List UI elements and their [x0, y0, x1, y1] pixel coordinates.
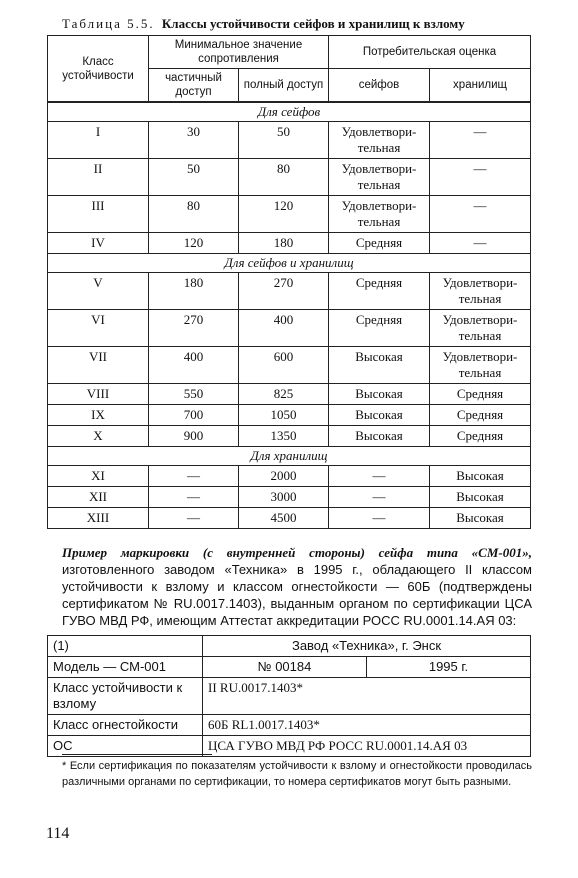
- full-access-cell: 2000: [239, 466, 329, 487]
- vaults-rating-cell: Удовлетвори-тельная: [430, 310, 531, 347]
- footnote: * Если сертификация по показателям устойчивости к взлому и огнестойкости проводилась различными органами по сертификации, то номера сертификатов могут быть разными.: [62, 760, 532, 788]
- safes-rating-cell: Удовлетвори-тельная: [329, 159, 430, 196]
- vaults-rating-cell: Средняя: [430, 405, 531, 426]
- table-row: [48, 273, 531, 310]
- full-access-cell: 50: [239, 122, 329, 159]
- class-cell: IV: [48, 233, 149, 254]
- section-title: Для сейфов: [48, 102, 531, 122]
- section-row: [48, 102, 531, 122]
- full-access-cell: 825: [239, 384, 329, 405]
- marking-cell-number: (1): [48, 636, 203, 657]
- partial-access-cell: 900: [149, 426, 239, 447]
- full-access-cell: 180: [239, 233, 329, 254]
- table-row: [48, 310, 531, 347]
- vaults-rating-cell: —: [430, 233, 531, 254]
- header-class: Класс устойчивости: [48, 36, 149, 103]
- table-row: [48, 405, 531, 426]
- section-row: [48, 447, 531, 466]
- full-access-cell: 80: [239, 159, 329, 196]
- full-access-cell: 4500: [239, 508, 329, 529]
- class-cell: III: [48, 196, 149, 233]
- marking-example-paragraph: [62, 544, 532, 629]
- table-row: [48, 233, 531, 254]
- class-cell: XIII: [48, 508, 149, 529]
- marking-cell-model: Модель — СМ-001: [48, 657, 203, 678]
- marking-table: [47, 635, 531, 757]
- partial-access-cell: —: [149, 487, 239, 508]
- table-row: [48, 347, 531, 384]
- class-cell: IX: [48, 405, 149, 426]
- marking-cell-manufacturer: Завод «Техника», г. Энск: [203, 636, 531, 657]
- header-full-access: полный доступ: [239, 69, 329, 103]
- partial-access-cell: 400: [149, 347, 239, 384]
- safes-rating-cell: Высокая: [329, 347, 430, 384]
- partial-access-cell: 30: [149, 122, 239, 159]
- table-caption: [62, 16, 532, 32]
- class-cell: XI: [48, 466, 149, 487]
- partial-access-cell: 550: [149, 384, 239, 405]
- safes-rating-cell: Средняя: [329, 233, 430, 254]
- table-row: [48, 159, 531, 196]
- marking-cell-os-label: ОС: [48, 736, 203, 757]
- section-title: Для хранилищ: [48, 447, 531, 466]
- full-access-cell: 1350: [239, 426, 329, 447]
- full-access-cell: 120: [239, 196, 329, 233]
- vaults-rating-cell: Удовлетвори-тельная: [430, 347, 531, 384]
- marking-cell-resistance-label: Класс устойчивости к взлому: [48, 678, 203, 715]
- section-title: Для сейфов и хранилищ: [48, 254, 531, 273]
- safes-rating-cell: Удовлетвори-тельная: [329, 196, 430, 233]
- class-cell: II: [48, 159, 149, 196]
- full-access-cell: 400: [239, 310, 329, 347]
- table-row: [48, 508, 531, 529]
- vaults-rating-cell: —: [430, 122, 531, 159]
- header-safes: сейфов: [329, 69, 430, 103]
- marking-cell-year: 1995 г.: [367, 657, 531, 678]
- vaults-rating-cell: —: [430, 196, 531, 233]
- header-min-resistance: Минимальное значение сопротивления: [149, 36, 329, 69]
- section-row: [48, 254, 531, 273]
- safes-rating-cell: —: [329, 487, 430, 508]
- partial-access-cell: 180: [149, 273, 239, 310]
- class-cell: VII: [48, 347, 149, 384]
- partial-access-cell: 80: [149, 196, 239, 233]
- marking-cell-os-value: ЦСА ГУВО МВД РФ РОСС RU.0001.14.АЯ 03: [203, 736, 531, 757]
- marking-cell-fire-value: 60Б RL1.0017.1403*: [203, 715, 531, 736]
- partial-access-cell: —: [149, 508, 239, 529]
- table-row: [48, 426, 531, 447]
- header-vaults: хранилищ: [430, 69, 531, 103]
- class-cell: VI: [48, 310, 149, 347]
- marking-cell-fire-label: Класс огнестойкости: [48, 715, 203, 736]
- vaults-rating-cell: Средняя: [430, 384, 531, 405]
- class-cell: VIII: [48, 384, 149, 405]
- partial-access-cell: 270: [149, 310, 239, 347]
- table-row: [48, 466, 531, 487]
- class-cell: X: [48, 426, 149, 447]
- vaults-rating-cell: Удовлетвори-тельная: [430, 273, 531, 310]
- safes-rating-cell: Высокая: [329, 384, 430, 405]
- partial-access-cell: 700: [149, 405, 239, 426]
- safes-rating-cell: Удовлетвори-тельная: [329, 122, 430, 159]
- marking-cell-serial: № 00184: [203, 657, 367, 678]
- safes-rating-cell: Высокая: [329, 405, 430, 426]
- table-row: [48, 122, 531, 159]
- header-consumer-rating: Потребительская оценка: [329, 36, 531, 69]
- table-row: [48, 487, 531, 508]
- safes-rating-cell: —: [329, 466, 430, 487]
- marking-cell-resistance-value: II RU.0017.1403*: [203, 678, 531, 715]
- safes-rating-cell: Средняя: [329, 273, 430, 310]
- vaults-rating-cell: Высокая: [430, 487, 531, 508]
- class-cell: I: [48, 122, 149, 159]
- class-cell: V: [48, 273, 149, 310]
- table-caption-label: Таблица 5.5.: [62, 16, 155, 31]
- safes-rating-cell: Высокая: [329, 426, 430, 447]
- vaults-rating-cell: Высокая: [430, 508, 531, 529]
- resistance-classes-table: [47, 35, 531, 529]
- safes-rating-cell: Средняя: [329, 310, 430, 347]
- footnote-divider: [62, 754, 212, 755]
- full-access-cell: 270: [239, 273, 329, 310]
- full-access-cell: 1050: [239, 405, 329, 426]
- table-row: [48, 384, 531, 405]
- partial-access-cell: 50: [149, 159, 239, 196]
- paragraph-body: изготовленного заводом «Техника» в 1995 г., обладающего II классом устойчивости к взлому и классом огнестойкости — 60Б (подтверждены сертификатом № RU.0017.1403), выданным органом по сертификации ЦСА ГУВО МВД РФ, имеющим Аттестат аккредитации РОСС RU.0001.14.АЯ 03:: [62, 562, 532, 628]
- safes-rating-cell: —: [329, 508, 430, 529]
- partial-access-cell: 120: [149, 233, 239, 254]
- vaults-rating-cell: Средняя: [430, 426, 531, 447]
- table-caption-title: Классы устойчивости сейфов и хранилищ к взлому: [161, 16, 465, 31]
- vaults-rating-cell: —: [430, 159, 531, 196]
- header-partial-access: частичный доступ: [149, 69, 239, 103]
- vaults-rating-cell: Высокая: [430, 466, 531, 487]
- paragraph-lead: Пример маркировки (с внутренней стороны) сейфа типа «СМ-001»,: [62, 545, 532, 560]
- full-access-cell: 3000: [239, 487, 329, 508]
- full-access-cell: 600: [239, 347, 329, 384]
- page-number: 114: [46, 825, 70, 842]
- class-cell: XII: [48, 487, 149, 508]
- table-row: [48, 196, 531, 233]
- partial-access-cell: —: [149, 466, 239, 487]
